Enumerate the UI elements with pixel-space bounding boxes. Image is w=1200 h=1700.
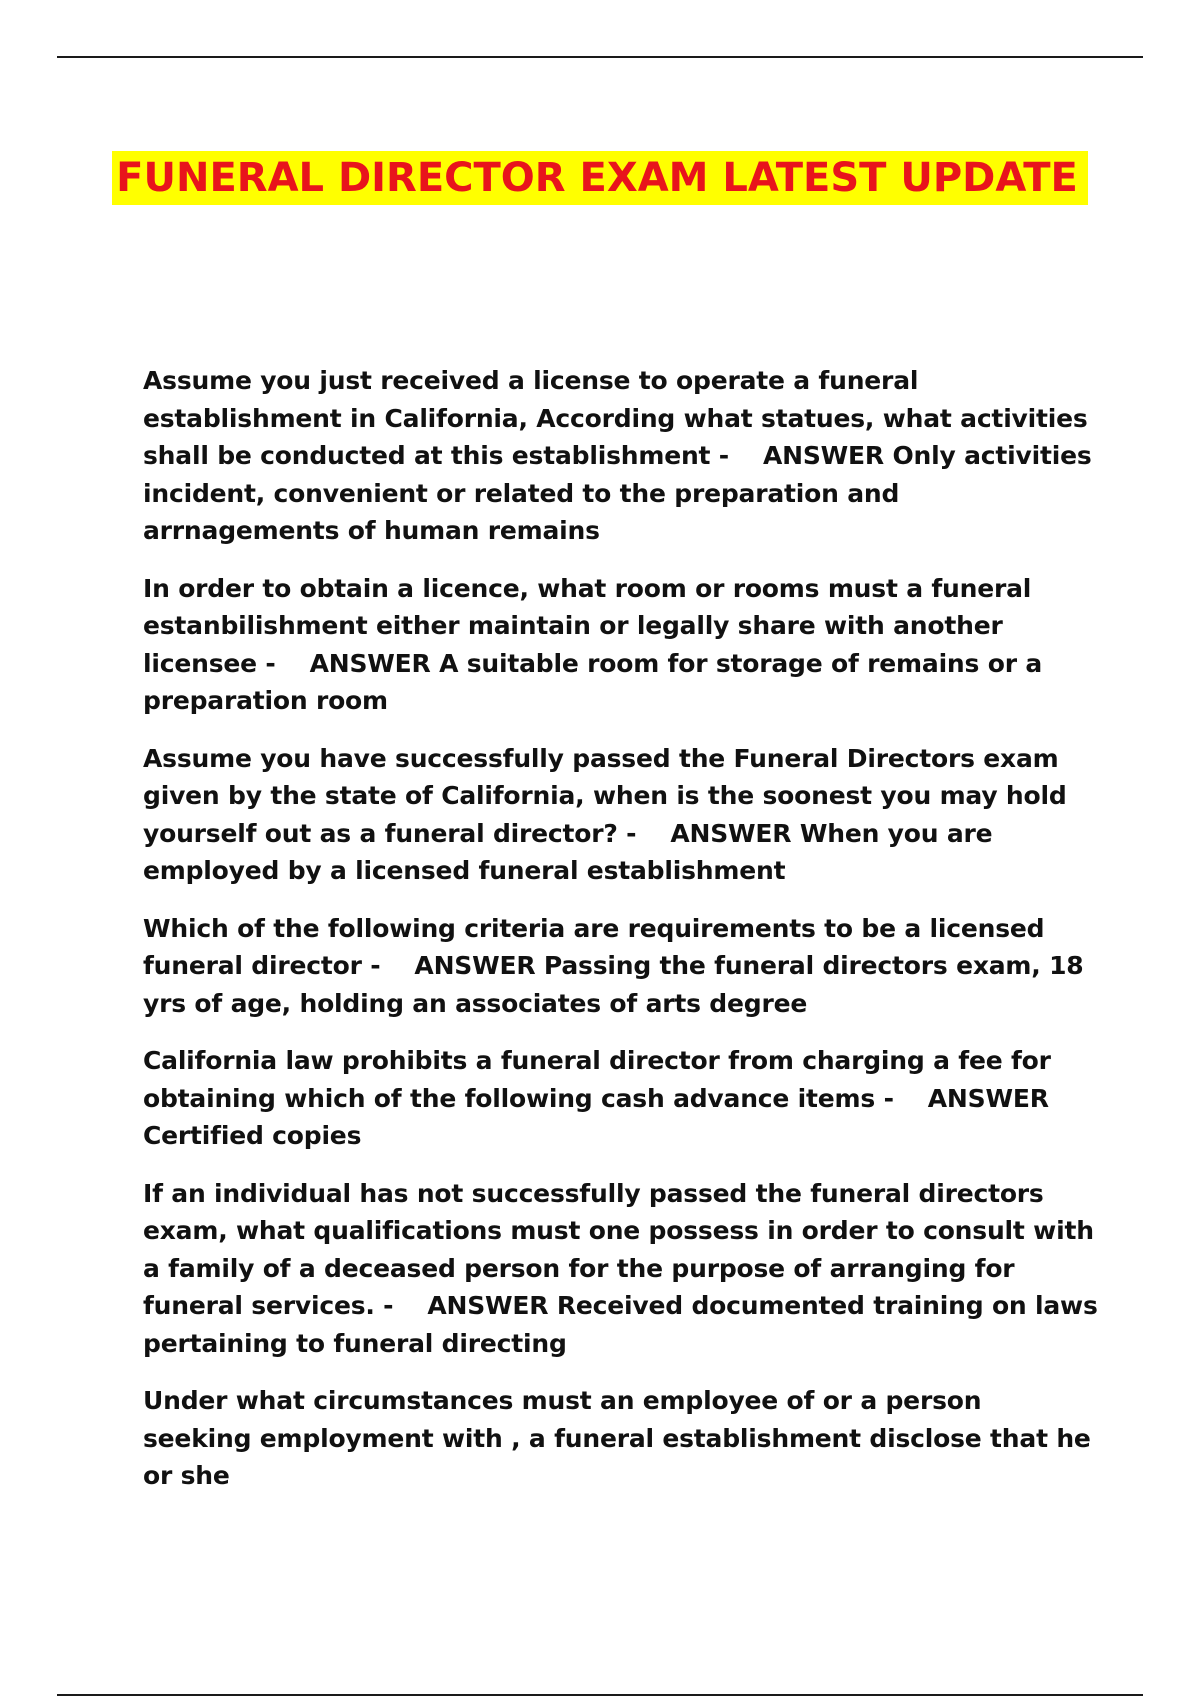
- qa-item: Which of the following criteria are requirements to be a licensed funeral director - ANSWER Passing the funeral directors exam, 18 yrs of age, holding an associates of arts degree: [143, 913, 1092, 1018]
- qa-item: Under what circumstances must an employee of or a person seeking employment with , a funeral establishment disclose that he or she: [143, 1386, 1100, 1490]
- bottom-divider: [57, 1694, 1143, 1696]
- qa-item: California law prohibits a funeral director from charging a fee for obtaining which of the following cash advance items - ANSWER Certified copies: [143, 1046, 1060, 1150]
- page-title: [0, 142, 1200, 215]
- top-divider: [57, 56, 1143, 58]
- page-title-text: FUNERAL DIRECTOR EXAM LATEST UPDATE: [112, 151, 1088, 205]
- qa-item: Assume you have successfully passed the Funeral Directors exam given by the state of California, when is the soonest you may hold yourself out as a funeral director? - ANSWER When you are employed by a licensed funeral establishment: [143, 743, 1076, 885]
- qa-item: Assume you just received a license to operate a funeral establishment in California, According what statues, what activities shall be conducted at this establishment - ANSWER Only activities incident, convenient or related to the preparation and arrnagements of human remains: [143, 366, 1101, 545]
- qa-item: In order to obtain a licence, what room or rooms must a funeral estanbilishment either maintain or legally share with another licensee - ANSWER A suitable room for storage of remains or a preparation room: [143, 573, 1051, 715]
- qa-item: If an individual has not successfully passed the funeral directors exam, what qualifications must one possess in order to consult with a family of a deceased person for the purpose of arranging for funeral services. - ANSWER Received documented training on laws pertaining to funeral directing: [143, 1178, 1107, 1358]
- qa-list: [143, 362, 1107, 1515]
